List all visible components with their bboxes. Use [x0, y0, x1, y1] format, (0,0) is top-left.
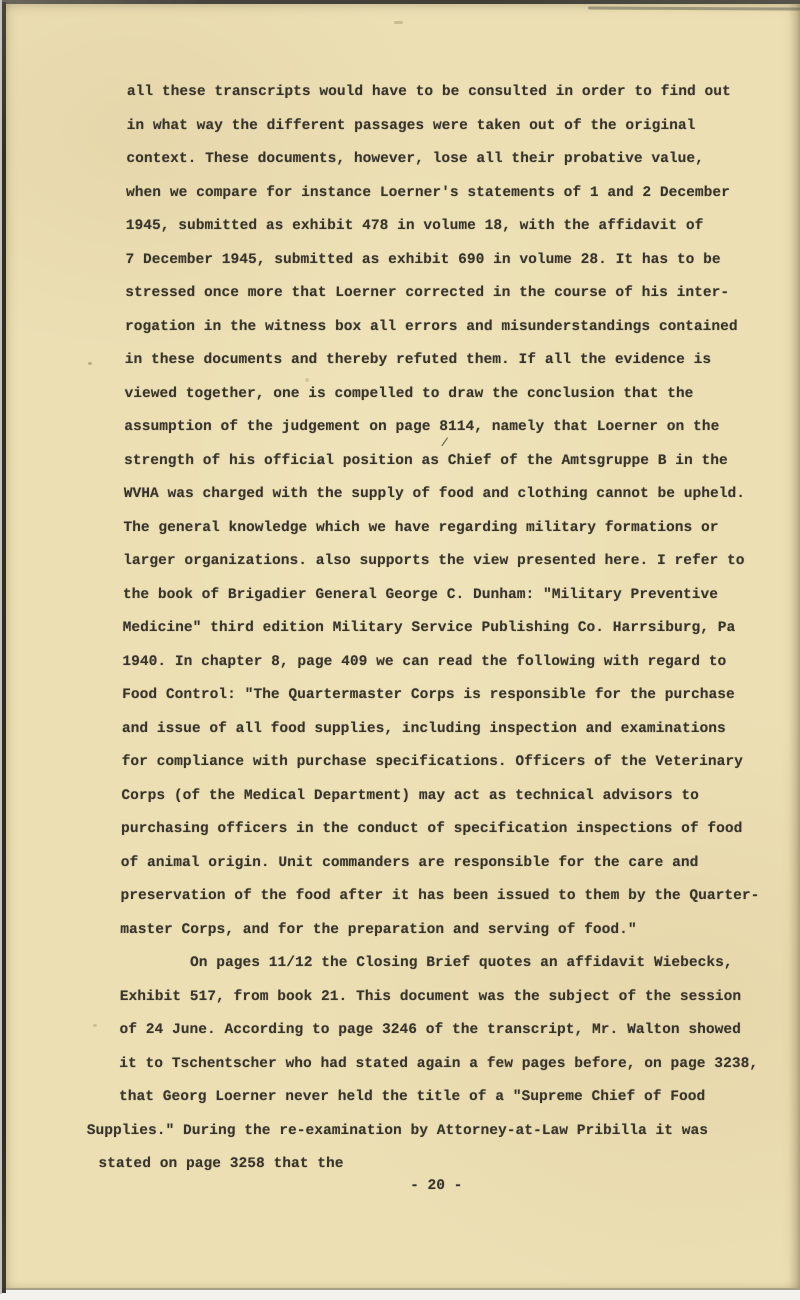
paper-speck: [305, 378, 309, 382]
text-line: Food Control: "The Quartermaster Corps is responsible for the purchase: [122, 687, 735, 703]
text-line: preservation of the food after it has been issued to them by the Quarter-: [120, 888, 760, 904]
text-line: Corps (of the Medical Department) may act as technical advisors to: [121, 787, 700, 804]
text-line: 1945, submitted as exhibit 478 in volume 18, with the affidavit of: [125, 218, 704, 234]
text-line: context. These documents, however, lose all their probative value,: [126, 151, 705, 167]
text-line: and issue of all food supplies, including inspection and examinations: [121, 720, 726, 737]
typewritten-text-block: [0, 76, 800, 1196]
paper-speck: [394, 21, 403, 24]
paper-speck: [88, 362, 92, 365]
text-line: Supplies." During the re-examination by Attorney-at-Law Pribilla it was: [86, 1122, 709, 1139]
text-line: WVHA was charged with the supply of food and clothing cannot be upheld.: [123, 486, 746, 502]
document-body-lines: [0, 76, 800, 1182]
text-line: strength of his official position as Chief of the Amtsgruppe B in the: [123, 452, 728, 469]
scan-bottom-corner: [2, 1288, 6, 1293]
text-line: when we compare for instance Loerner's statements of 1 and 2 December: [126, 184, 731, 201]
text-line: in these documents and thereby refuted them. If all the evidence is: [124, 352, 712, 368]
text-line: Exhibit 517, from book 21. This document was the subject of the session: [119, 988, 742, 1005]
scan-bottom-edge: [4, 1288, 800, 1290]
text-line: the book of Brigadier General George C. Dunham: "Military Preventive: [122, 586, 719, 603]
text-line: all these transcripts would have to be consulted in order to find out: [126, 84, 731, 100]
text-line: viewed together, one is compelled to draw the conclusion that the: [124, 385, 694, 402]
page-number: - 20 -: [410, 1177, 463, 1194]
text-line: On pages 11/12 the Closing Brief quotes an affidavit Wiebecks,: [119, 955, 733, 971]
text-line: assumption of the judgement on page 8114, namely that Loerner on the: [124, 419, 720, 435]
text-line: it to Tschentscher who had stated again a few pages before, on page 3238,: [119, 1055, 759, 1072]
text-line: stressed once more that Loerner corrected in the course of his inter-: [125, 285, 730, 301]
text-line: master Corps, and for the preparation and serving of food.": [120, 921, 637, 938]
text-line: rogation in the witness box all errors and misunderstandings contained: [124, 318, 738, 335]
text-line: of 24 June. According to page 3246 of the transcript, Mr. Walton showed: [119, 1022, 741, 1038]
text-line: Medicine" third edition Military Service Publishing Co. Harrsiburg, Pa: [122, 620, 736, 636]
text-line: for compliance with purchase specifications. Officers of the Veterinary: [121, 754, 744, 770]
text-line: of animal origin. Unit commanders are responsible for the care and: [120, 854, 699, 871]
paper-speck: [93, 1024, 97, 1027]
scan-top-edge: [0, 0, 800, 4]
text-line: stated on page 3258 that the: [98, 1156, 344, 1172]
stray-mark: /: [440, 435, 449, 451]
text-line: that Georg Loerner never held the title of a "Supreme Chief of Food: [118, 1089, 706, 1105]
text-line: The general knowledge which we have regarding military formations or: [123, 519, 719, 536]
text-line: 1940. In chapter 8, page 409 we can read the following with regard to: [122, 653, 727, 670]
text-line: purchasing officers in the conduct of specification inspections of food: [121, 821, 743, 837]
text-line: in what way the different passages were taken out of the original: [126, 117, 696, 134]
text-line: 7 December 1945, submitted as exhibit 690 in volume 28. It has to be: [125, 251, 721, 268]
text-line: larger organizations. also supports the view presented here. I refer to: [123, 553, 745, 569]
